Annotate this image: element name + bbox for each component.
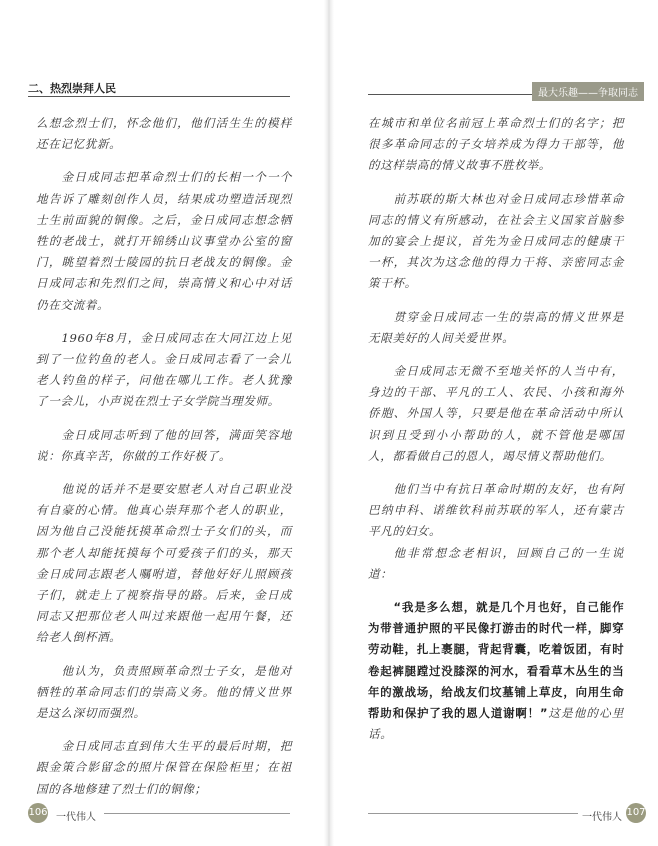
paragraph: 么想念烈士们，怀念他们，他们活生生的模样还在记忆犹新。 — [36, 116, 292, 152]
left-body-text — [36, 113, 292, 800]
left-page-number: 106 — [28, 803, 48, 823]
left-footer-rule — [104, 813, 290, 814]
left-running-header: 二、热烈崇拜人民 — [28, 82, 116, 95]
quote-text: “我是多么想，就是几个月也好，自己能作为带普通护照的平民像打游击的时代一样，脚穿劳动鞋，扎上裹腿，背起背囊，吃着饭团，有时卷起裤腿蹚过没膝深的河水，看看草木丛生的当年的激战场，给战友们坟墓铺上草皮，向用生命帮助和保护了我的恩人道谢啊！” — [368, 600, 624, 721]
left-page — [0, 0, 324, 846]
right-page-number: 107 — [626, 803, 646, 823]
paragraph: 在城市和单位名前冠上革命烈士们的名字；把很多革命同志的子女培养成为得力干部等，他的这样崇高的情义故事不胜枚举。 — [368, 116, 624, 173]
right-footer-title: 一代伟人 — [582, 812, 622, 823]
paragraph: 金日成同志直到伟大生平的最后时期，把跟金策合影留念的照片保管在保险柜里；在祖国的各地修建了烈士们的铜像； — [36, 739, 292, 796]
right-footer-rule — [368, 813, 578, 814]
paragraph: 他说的话并不是要安慰老人对自己职业没有自豪的心情。他真心崇拜那个老人的职业，因为他自己没能抚摸革命烈士子女们的头，而那个老人却能抚摸每个可爱孩子们的头，那天金日成同志跟老人嘱咐道，替他好好儿照顾孩子们，就走上了视察指导的路。后来，金日成同志又把那位老人叫过来跟他一起用午餐，还给老人倒杯酒。 — [36, 482, 292, 645]
paragraph: 金日成同志把革命烈士们的长相一个一个地告诉了雕刻创作人员，结果成功塑造活现烈士生前面貌的铜像。之后，金日成同志想念牺牲的老战士，就打开锦绣山议事堂办公室的窗门，眺望着烈士陵园的抗日老战友的铜像。金日成同志和先烈们之间，崇高情义和心中对话仍在交流着。 — [36, 170, 292, 312]
paragraph: 他们当中有抗日革命时期的友好，也有阿巴纳申科、诺维钦科前苏联的军人，还有蒙古平凡的妇女。 — [368, 482, 624, 539]
right-body-text — [368, 113, 624, 745]
paragraph: 金日成同志听到了他的回答，满面笑容地说：你真辛苦，你做的工作好极了。 — [36, 427, 292, 463]
paragraph: 金日成同志无微不至地关怀的人当中有，身边的干部、平凡的工人、农民、小孩和海外侨胞、外国人等，只要是他在革命活动中所认识到且受到小小帮助的人，就不管他是哪国人，都看做自己的恩人，竭尽情义帮助他们。 — [368, 364, 624, 463]
quote-paragraph — [368, 597, 624, 745]
left-footer-title: 一代伟人 — [56, 812, 96, 823]
paragraph: 他认为，负责照顾革命烈士子女，是他对牺牲的革命同志们的崇高义务。他的情义世界是这么深切而强烈。 — [36, 663, 292, 721]
paragraph: 1960年8月，金日成同志在大同江边上见到了一位钓鱼的老人。金日成同志看了一会儿老人钓鱼的样子，问他在哪儿工作。老人犹豫了一会儿，小声说在烈士子女学院当理发师。 — [36, 330, 292, 409]
right-header-rule — [368, 94, 534, 95]
book-gutter — [324, 0, 334, 846]
paragraph: 前苏联的斯大林也对金日成同志珍惜革命同志的情义有所感动，在社会主义国家首脑参加的宴会上提议，首先为金日成同志的健康干一杯，其次为这念他的得力干将、亲密同志金策干杯。 — [368, 191, 624, 291]
quote-tail: 这是他的心里话。 — [368, 706, 624, 742]
right-page — [334, 0, 658, 846]
paragraph: 他非常想念老相识，回顾自己的一生说道： — [368, 545, 624, 581]
paragraph: 贯穿金日成同志一生的崇高的情义世界是无限美好的人间关爱世界。 — [368, 309, 624, 345]
right-running-header: 最大乐趣——争取同志 — [532, 82, 644, 101]
left-header-rule — [28, 96, 290, 97]
